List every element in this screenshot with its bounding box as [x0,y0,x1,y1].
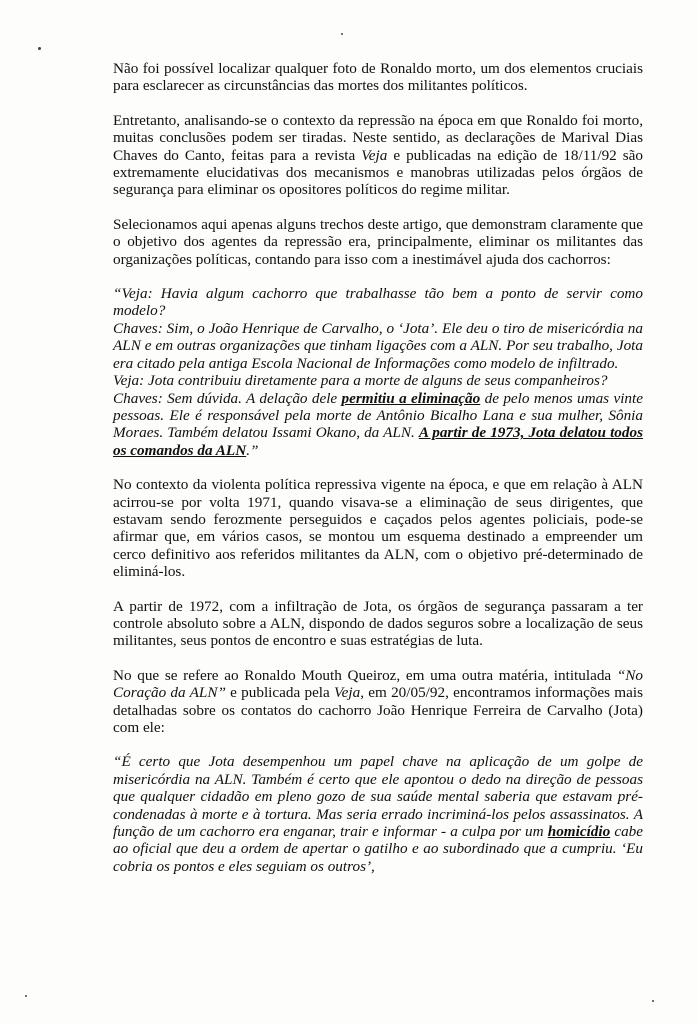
quote-answer-2-text-a: Chaves: Sem dúvida. A delação dele [113,389,342,407]
article-quote [113,753,643,875]
quote-answer-2 [113,390,643,460]
paragraph-ronaldo-text-b: e publicada pela [225,684,335,702]
quote-question-1: “Veja: Havia algum cachorro que trabalhasse tão bem a ponto de servir como modelo? [113,285,643,320]
emphasis-1973: A partir de 1973, Jota delatou todos os comandos da ALN [113,424,643,459]
paragraph-context-text-a: Entretanto, analisando-se o contexto da repressão na época em que Ronaldo foi morto, muitas conclusões podem ser tiradas. Neste sentido, as declarações de Marival Dias Chaves do Canto, feitas para a revista [113,111,643,164]
paragraph-ronaldo-text-a: No que se refere ao Ronaldo Mouth Queiroz, em uma outra matéria, intitulada [113,666,617,684]
paragraph-ronaldo [113,667,643,737]
article-quote-text-b: cabe ao oficial que deu a ordem de apertar o gatilho e ao subordinado que a cumpriu. ‘Eu cobria os pontos e eles seguiam os outros’, [113,823,643,875]
scan-speck [38,47,41,50]
emphasis-elimination: permitiu a eliminação [341,389,481,407]
quote-answer-2-text-b: de pelo menos umas vinte pessoas. Ele é responsável pela morte de Antônio Bicalho Lana e sua mulher, Sônia Moraes. Também delatou Issami Okano, da ALN. [113,389,643,442]
paragraph-intro: Não foi possível localizar qualquer foto de Ronaldo morto, um dos elementos cruciais para esclarecer as circunstâncias das mortes dos militantes políticos. [113,60,643,95]
scan-speck [341,33,343,35]
paragraph-context [113,112,643,199]
article-title: “No Coração da ALN” [113,666,643,702]
document-body [113,60,643,892]
paragraph-context-text-b: e publicadas na edição de 18/11/92 são extremamente elucidativas dos mecanismos e manobras utilizadas pelos órgãos de segurança para eliminar os opositores políticos do regime militar. [113,146,644,199]
article-quote-text-a: “É certo que Jota desempenhou um papel chave na aplicação de um golpe de misericórdia na ALN. Também é certo que ele apontou o dedo na direção de pessoas que qualquer cidadão em pleno gozo de sua saúde mental saberia que estavam pré-condenadas à morte e à tortura. Mas seria errado incriminá-los pelos assassinatos. A função de um cachorro era enganar, trair e informar - a culpa por um [113,753,643,841]
magazine-name-2: Veja [334,684,361,702]
quote-answer-1: Chaves: Sim, o João Henrique de Carvalho, o ‘Jota’. Ele deu o tiro de misericórdia na ALN e em outras organizações que tinham ligações com a ALN. Por seu trabalho, Jota era citado pela antiga Escola Nacional de Informações como modelo de infiltrado. [113,319,643,372]
paragraph-infiltration: A partir de 1972, com a infiltração de Jota, os órgãos de segurança passaram a ter controle absoluto sobre a ALN, dispondo de dados seguros sobre a localização de seus militantes, seus pontos de encontro e suas estratégias de luta. [113,597,643,650]
paragraph-selection: Selecionamos aqui apenas alguns trechos deste artigo, que demonstram claramente que o objetivo dos agentes da repressão era, principalmente, eliminar os militantes das organizações políticas, contando para isso com a inestimável ajuda dos cachorros: [113,215,643,268]
scan-speck [652,1000,654,1002]
scan-speck [25,995,27,997]
quote-question-2: Veja: Jota contribuiu diretamente para a morte de alguns de seus companheiros? [113,372,608,390]
emphasis-homicide: homicídio [547,823,611,841]
magazine-name: Veja [361,146,388,164]
quote-answer-2-text-c: .” [246,441,259,459]
paragraph-ronaldo-text-c: , em 20/05/92, encontramos informações mais detalhadas sobre os contatos do cachorro João Henrique Ferreira de Carvalho (Jota) com ele: [113,684,643,736]
paragraph-repression: No contexto da violenta política repressiva vigente na época, e que em relação à ALN acirrou-se por volta 1971, quando visava-se a eliminação de seus dirigentes, que estavam sendo ferozmente perseguidos e caçados pelos agentes policiais, pode-se afirmar que, em vários casos, se montou um esquema destinado a empreender um cerco definitivo aos referidos militantes da ALN, com o objetivo pré-determinado de eliminá-los. [113,476,643,581]
interview-quote [113,285,643,459]
